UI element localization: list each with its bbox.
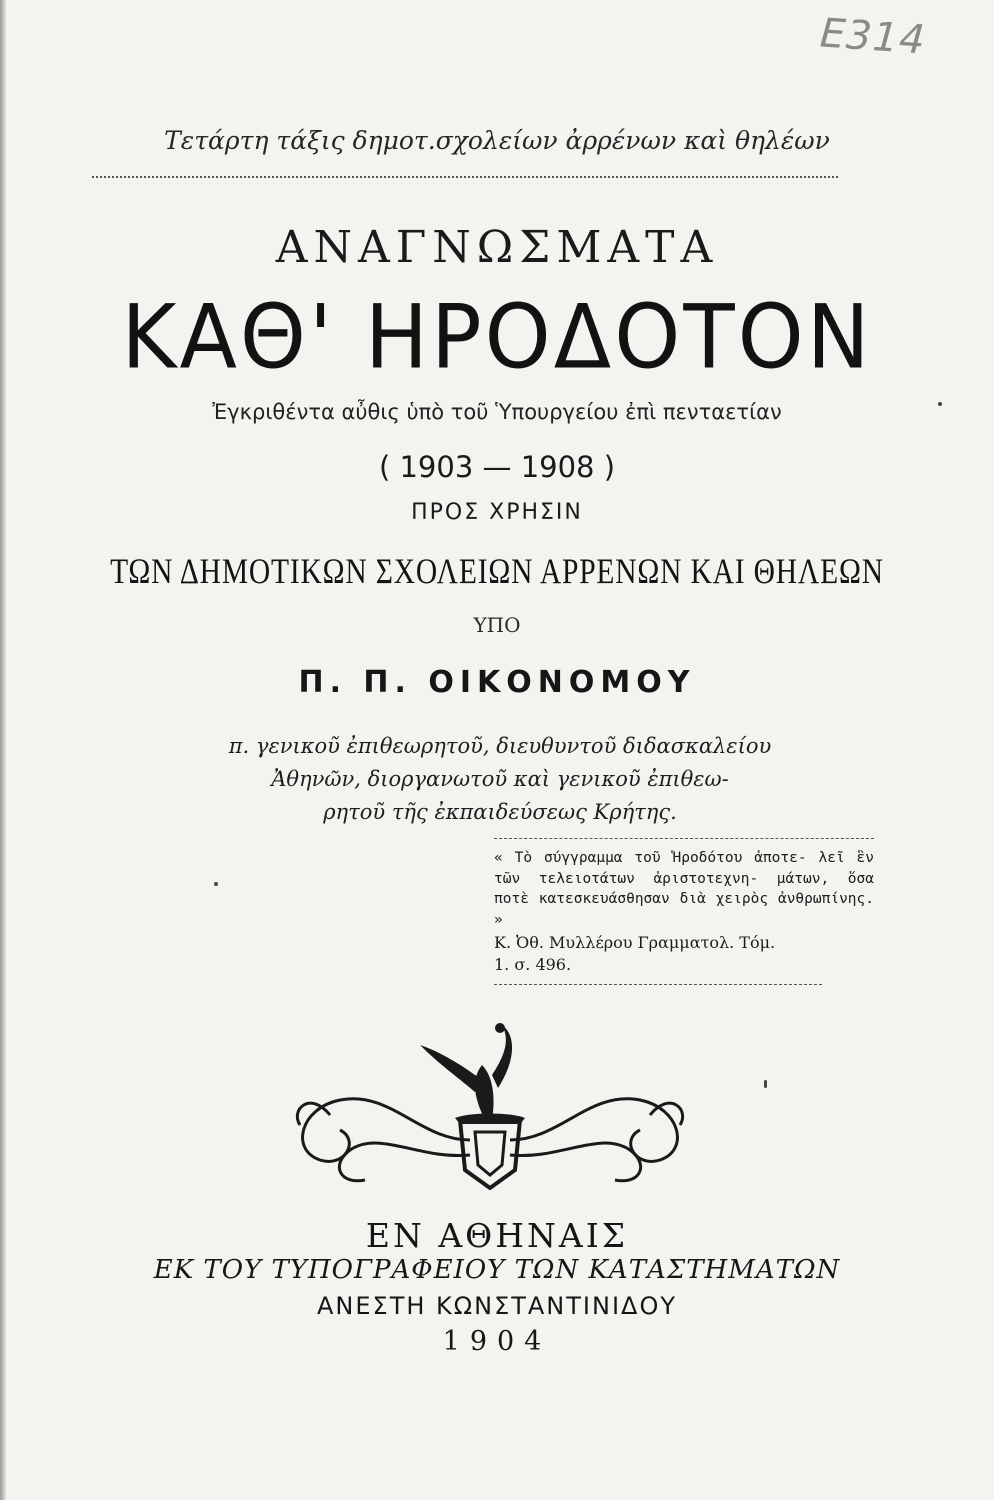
series-line: Τετάρτη τάξις δημοτ.σχολείων ἀρρένων καὶ θηλέων (164, 126, 830, 155)
epigraph-quote: « Τὸ σύγγραμμα τοῦ Ἡροδότου ἀποτε- λεῖ ἓν τῶν τελειοτάτων ἀριστοτεχνη- μάτων, ὅσα ποτὲ κατεσκευάσθησαν διὰ χειρὸς ἀνθρωπίνης. » (494, 850, 874, 928)
imprint-press: ΕΚ ΤΟΥ ΤΥΠΟΓΡΑΦΕΙΟΥ ΤΩΝ ΚΑΤΑΣΤΗΜΑΤΩΝ (153, 1255, 841, 1285)
approval-years: ( 1903 — 1908 ) (378, 450, 616, 484)
top-dotted-rule (92, 176, 838, 178)
shelfmark-handwritten: E314 (818, 10, 928, 64)
credentials-line-3: ρητοῦ τῆς ἐκπαιδεύσεως Κρήτης. (323, 800, 677, 824)
author-credentials (120, 730, 880, 829)
main-title: ΚΑΘ' ΗΡΟΔΟΤΟΝ (121, 285, 873, 389)
credentials-line-1: π. γενικοῦ ἐπιθεωρητοῦ, διευθυντοῦ διδασκαλείου (228, 734, 772, 758)
approval-line: Ἐγκριθέντα αὖθις ὑπὸ τοῦ Ὑπουργείου ἐπὶ πενταετίαν (212, 400, 782, 424)
for-use-line: ΠΡΟΣ ΧΡΗΣΙΝ (411, 500, 583, 525)
quote-bottom-rule (494, 984, 822, 985)
imprint-city: ΕΝ ΑΘΗΝΑΙΣ (365, 1216, 629, 1255)
imprint-year: 1904 (442, 1326, 552, 1357)
by-line: ΥΠΟ (473, 613, 521, 637)
paper-speck (938, 402, 942, 406)
quote-top-rule (494, 838, 874, 839)
schools-line: ΤΩΝ ΔΗΜΟΤΙΚΩΝ ΣΧΟΛΕΙΩΝ ΑΡΡΕΝΩΝ ΚΑΙ ΘΗΛΕΩΝ (110, 551, 884, 591)
paper-speck (764, 1080, 767, 1088)
paper-speck (214, 882, 218, 886)
citation-line-2: 1. σ. 496. (494, 955, 572, 974)
credentials-line-2: Ἀθηνῶν, διοργανωτοῦ καὶ γενικοῦ ἐπιθεω- (271, 767, 729, 791)
imprint-printer: ΑΝΕΣΤΗ ΚΩΝΣΤΑΝΤΙΝΙΔΟΥ (317, 1292, 677, 1320)
phoenix-ornament-icon (270, 1020, 710, 1190)
epigraph-citation (494, 932, 874, 976)
citation-line-1: Κ. Ὀθ. Μυλλέρου Γραμματολ. Τόμ. (494, 933, 776, 952)
author-name: Π. Π. ΟΙΚΟΝΟΜΟΥ (298, 665, 696, 700)
title-anagnosmata: ΑΝΑΓΝΩΣΜΑΤΑ (275, 222, 719, 273)
